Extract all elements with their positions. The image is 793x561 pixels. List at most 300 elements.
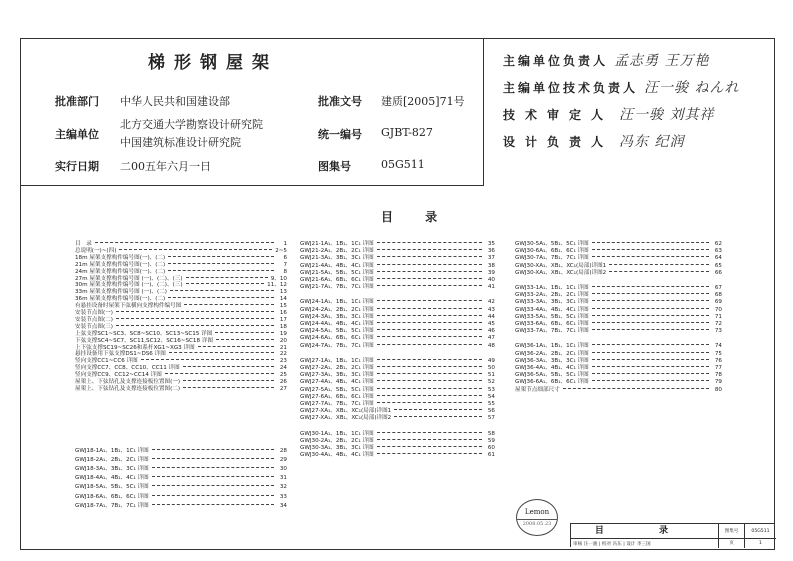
leader-dots: [141, 359, 274, 360]
leader-dots: [116, 318, 274, 319]
toc-entry: [75, 485, 287, 491]
toc-entry: [75, 387, 287, 393]
toc-entry-page: 9、10: [270, 275, 287, 282]
toc-entry-label: GWJ33-1A₁、1B₁、1C₁ 详图: [515, 285, 589, 291]
leader-dots: [377, 249, 482, 250]
effective-date: 二00五年六月一日: [120, 160, 211, 173]
toc-entry-page: 20: [279, 337, 287, 344]
toc-entry-label: GWJ36-5A₁、5B₁、5C₁ 详图: [515, 372, 589, 379]
toc-entry-page: 19: [279, 330, 287, 337]
leader-dots: [377, 432, 482, 433]
toc-entry: [515, 242, 722, 248]
toc-entry: [300, 446, 495, 452]
toc-entry-label: GWJ18-1A₁、1B₁、1C₁ 详图: [75, 448, 149, 454]
leader-dots: [609, 264, 709, 265]
toc-entry: [515, 293, 722, 299]
handwritten-signature: 冯东 纪润: [619, 134, 685, 150]
leader-dots: [377, 359, 482, 360]
toc-entry: [300, 402, 495, 408]
signature-row: [503, 104, 714, 124]
effective-label: 实行日期: [55, 160, 99, 173]
toc-entry: [75, 332, 287, 338]
leader-dots: [592, 373, 709, 374]
toc-entry-label: 上下弦支撑SC19~SC26和系杆XG1~XG3 详图: [75, 344, 195, 351]
toc-entry-page: 76: [714, 357, 722, 364]
leader-dots: [377, 380, 482, 381]
toc-entry-label: 安装节点图(三): [75, 323, 113, 330]
toc-entry-label: GWJ21-1A₁、1B₁、1C₁ 详图: [300, 241, 374, 247]
toc-entry-page: 36: [487, 248, 495, 255]
leader-dots: [377, 256, 482, 257]
toc-entry: [300, 271, 495, 277]
leader-dots: [592, 329, 709, 330]
toc-entry-label: GWJ33-5A₁、5B₁、5C₁ 详图: [515, 313, 589, 320]
toc-entry: [515, 271, 722, 277]
toc-entry: [515, 286, 722, 292]
toc-entry-page: 14: [279, 296, 287, 303]
toc-entry-page: 59: [487, 437, 495, 444]
toc-entry-page: 68: [714, 292, 722, 299]
toc-entry: [75, 504, 287, 510]
toc-entry-label: GWJ24-6A₁、6B₁、6C₁ 详图: [300, 335, 374, 342]
leader-dots: [165, 373, 274, 374]
toc-entry-label: GWJ30-XA₁、XB₁、XC₁(局部)详图1: [515, 262, 607, 269]
leader-dots: [152, 449, 274, 450]
chief-unit-2: 中国建筑标准设计研究院: [120, 136, 241, 149]
toc-entry-page: 65: [714, 262, 722, 269]
signature-row: [503, 131, 684, 151]
toc-entry-label: GWJ36-4A₁、4B₁、4C₁ 详图: [515, 365, 589, 371]
toc-entry-page: 44: [487, 313, 495, 320]
toc-entry: [300, 249, 495, 255]
leader-dots: [152, 476, 274, 477]
leader-dots: [377, 453, 482, 454]
toc-entry-page: 17: [279, 316, 287, 323]
toc-entry-page: 42: [487, 299, 495, 306]
toc-entry-page: 64: [714, 255, 722, 262]
toc-entry: [515, 322, 722, 328]
toc-entry-label: GWJ30-7A₁、7B₁、7C₁ 详图: [515, 255, 589, 262]
toc-entry-label: GWJ27-6A₁、6B₁、6C₁ 详图: [300, 393, 374, 400]
toc-entry-label: GWJ30-3A₁、3B₁、3C₁ 详图: [300, 445, 374, 451]
leader-dots: [116, 311, 274, 312]
toc-entry-label: GWJ27-XA₁、XB₁、XC₁(局部)详图1: [300, 408, 392, 415]
toc-entry-label: GWJ21-7A₁、7B₁、7C₁ 详图: [300, 284, 374, 291]
leader-dots: [168, 256, 274, 257]
leader-dots: [592, 293, 709, 294]
toc-entry-label: GWJ18-2A₁、2B₁、2C₁ 详图: [75, 457, 149, 464]
toc-entry: [300, 315, 495, 321]
handwritten-signature: 汪一骏 ねんれ: [644, 80, 740, 96]
toc-entry-label: 安装节点图(二): [75, 316, 113, 323]
toc-entry-page: 48: [487, 342, 495, 349]
toc-entry-label: GWJ24-2A₁、2B₁、2C₁ 详图: [300, 306, 374, 313]
reader-stamp: [516, 499, 558, 536]
toc-entry-page: 72: [714, 321, 722, 327]
toc-title: 目 录: [381, 210, 452, 224]
page-label: 页: [718, 539, 744, 548]
toc-entry-label: 安装节点图(一): [75, 310, 113, 316]
toc-entry: [75, 242, 287, 248]
toc-entry-page: 67: [714, 285, 722, 291]
toc-entry: [300, 322, 495, 328]
toc-entry-label: GWJ24-1A₁、1B₁、1C₁ 详图: [300, 299, 374, 306]
leader-dots: [116, 325, 274, 326]
toc-entry-label: 竖向支撑CC7、CC8、CC10、CC11 详图: [75, 365, 180, 372]
toc-entry-page: 39: [487, 269, 495, 276]
toc-entry-label: GWJ30-XA₁、XB₁、XC₁(局部)详图2: [515, 269, 607, 276]
toc-entry-page: 40: [487, 277, 495, 283]
toc-entry: [300, 359, 495, 365]
toc-entry-label: 24m 屋架支撑构件编号图(一)、(二): [75, 268, 166, 275]
leader-dots: [592, 300, 709, 301]
toc-entry-page: 73: [714, 328, 722, 335]
toc-entry-page: 53: [487, 386, 495, 393]
toc-entry-label: GWJ36-6A₁、6B₁、6C₁ 详图: [515, 379, 589, 386]
toc-entry: [75, 495, 287, 501]
toc-entry-label: 33m 屋架支撑构件编号图 (一)、(二): [75, 289, 167, 296]
toc-entry-label: 21m 屋架支撑构件编号图(一)、(二): [75, 261, 166, 268]
toc-entry-label: GWJ33-4A₁、4B₁、4C₁ 详图: [515, 306, 589, 313]
leader-dots: [377, 242, 482, 243]
leader-dots: [377, 285, 482, 286]
toc-entry: [75, 270, 287, 276]
leader-dots: [592, 308, 709, 309]
approve-dept: 中华人民共和国建设部: [120, 95, 230, 108]
toc-entry-page: 37: [487, 255, 495, 262]
toc-entry: [515, 300, 722, 306]
leader-dots: [377, 388, 482, 389]
toc-entry-page: 78: [714, 372, 722, 379]
leader-dots: [592, 359, 709, 360]
toc-entry-page: 24: [279, 365, 287, 372]
toc-entry: [75, 366, 287, 372]
toc-entry-label: GWJ33-7A₁、7B₁、7C₁ 详图: [515, 328, 589, 335]
toc-entry-page: 63: [714, 248, 722, 255]
toc-entry-page: 62: [714, 241, 722, 247]
uniform-no-label: 统一编号: [318, 128, 362, 141]
toc-entry-label: GWJ21-3A₁、3B₁、3C₁ 详图: [300, 255, 374, 262]
handwritten-signature: 汪一骏 刘其祥: [619, 107, 715, 123]
toc-entry-page: 31: [279, 475, 287, 482]
toc-entry-label: GWJ33-2A₁、2B₁、2C₁ 详图: [515, 292, 589, 299]
toc-entry-page: 45: [487, 321, 495, 327]
leader-dots: [592, 322, 709, 323]
signature-label: 主编单位技术负责人: [503, 81, 639, 95]
leader-dots: [186, 283, 265, 284]
toc-entry: [515, 373, 722, 379]
toc-entry-label: GWJ24-7A₁、7B₁、7C₁ 详图: [300, 342, 374, 349]
leader-dots: [377, 395, 482, 396]
toc-entry: [300, 432, 495, 438]
toc-entry: [300, 336, 495, 342]
toc-entry-label: 下弦支撑SC4~SC7、SC11,SC12、SC16~SC18 详图: [75, 337, 214, 344]
toc-entry-label: GWJ27-1A₁、1B₁、1C₁ 详图: [300, 357, 374, 364]
leader-dots: [377, 366, 482, 367]
leader-dots: [152, 458, 274, 459]
toc-entry: [75, 249, 287, 255]
leader-dots: [186, 277, 268, 278]
leader-dots: [377, 344, 482, 345]
leader-dots: [168, 297, 274, 298]
toc-entry-page: 7: [283, 261, 287, 268]
toc-entry: [75, 256, 287, 262]
toc-entry: [300, 300, 495, 306]
leader-dots: [592, 366, 709, 367]
leader-dots: [168, 263, 274, 264]
leader-dots: [592, 286, 709, 287]
toc-entry-label: GWJ18-6A₁、6B₁、6C₁ 详图: [75, 493, 149, 500]
leader-dots: [216, 339, 274, 340]
toc-entry-label: GWJ30-5A₁、5B₁、5C₁ 详图: [515, 241, 589, 247]
toc-entry-page: 41: [487, 284, 495, 291]
toc-entry: [300, 439, 495, 445]
toc-entry-label: GWJ27-XA₁、XB₁、XC₁(局部)详图2: [300, 415, 392, 422]
title-block-roles: 审核 汪一骏 | 校对 冯东 | 设计 李三国: [573, 541, 651, 547]
leader-dots: [169, 352, 274, 353]
toc-entry-page: 47: [487, 335, 495, 342]
signature-row: [503, 50, 709, 70]
toc-entry-label: 上弦支撑SC1~SC3、SC8~SC10、SC13~SC15 详图: [75, 330, 213, 337]
leader-dots: [152, 467, 274, 468]
toc-entry-label: GWJ21-5A₁、5B₁、5C₁ 详图: [300, 269, 374, 276]
leader-dots: [592, 315, 709, 316]
leader-dots: [119, 249, 272, 250]
toc-entry-label: 屋架上、下弦钻孔及支撑连接板位置图(一): [75, 379, 181, 385]
stamp-date: 2008.05.23: [517, 519, 557, 527]
atlas-no-label: 图集号: [718, 524, 744, 539]
toc-entry-page: 50: [487, 365, 495, 371]
toc-entry: [300, 242, 495, 248]
toc-entry-label: 屋架上、下弦钻孔及支撑连接板位置图(二): [75, 385, 181, 392]
leader-dots: [377, 336, 482, 337]
toc-entry-label: 悬挂设备用下弦支撑DS1~DS6 详图: [75, 351, 166, 358]
toc-entry: [300, 395, 495, 401]
toc-entry: [75, 458, 287, 464]
leader-dots: [592, 256, 709, 257]
toc-entry-label: GWJ24-3A₁、3B₁、3C₁ 详图: [300, 313, 374, 320]
toc-entry: [75, 311, 287, 317]
toc-entry-page: 56: [487, 408, 495, 415]
toc-entry-page: 18: [279, 323, 287, 330]
toc-entry-page: 58: [487, 430, 495, 437]
toc-entry-page: 75: [714, 350, 722, 357]
toc-entry: [300, 344, 495, 350]
toc-entry: [75, 380, 287, 386]
handwritten-signature: 孟志勇 王万艳: [614, 53, 710, 69]
leader-dots: [592, 352, 709, 353]
toc-entry-label: GWJ36-3A₁、3B₁、3C₁ 详图: [515, 357, 589, 364]
toc-entry: [300, 373, 495, 379]
toc-entry-page: 61: [487, 452, 495, 459]
toc-entry-page: 52: [487, 379, 495, 386]
toc-entry-label: GWJ27-2A₁、2B₁、2C₁ 详图: [300, 365, 374, 371]
toc-entry: [75, 318, 287, 324]
leader-dots: [215, 332, 274, 333]
toc-entry: [300, 409, 495, 415]
leader-dots: [183, 366, 274, 367]
stamp-name: Lemon: [524, 508, 550, 516]
toc-entry-page: 79: [714, 379, 722, 386]
toc-entry: [515, 359, 722, 365]
leader-dots: [95, 242, 274, 243]
toc-entry-label: 18m 屋架支撑构件编号图(一)、(二): [75, 254, 166, 261]
toc-entry-page: 13: [279, 289, 287, 296]
toc-entry-page: 21: [279, 344, 287, 351]
signature-label: 技术审定人: [503, 108, 614, 122]
toc-entry: [300, 380, 495, 386]
toc-entry-label: GWJ18-3A₁、3B₁、3C₁ 详图: [75, 466, 149, 473]
toc-entry-label: GWJ18-7A₁、7B₁、7C₁ 详图: [75, 502, 149, 509]
toc-entry-page: 6: [283, 254, 287, 261]
toc-entry: [300, 308, 495, 314]
leader-dots: [152, 504, 274, 505]
leader-dots: [183, 387, 274, 388]
signature-row: [503, 77, 739, 97]
leader-dots: [198, 346, 274, 347]
toc-entry: [515, 366, 722, 372]
toc-entry-label: GWJ30-6A₁、6B₁、6C₁ 详图: [515, 248, 589, 255]
toc-entry-label: GWJ30-4A₁、4B₁、4C₁ 详图: [300, 452, 374, 459]
toc-entry-label: GWJ24-5A₁、5B₁、5C₁ 详图: [300, 328, 374, 335]
toc-entry-page: 1: [283, 241, 287, 247]
doc-no: 建质[2005]71号: [381, 95, 465, 108]
toc-entry-page: 38: [487, 262, 495, 269]
doc-no-label: 批准文号: [318, 95, 362, 108]
leader-dots: [184, 304, 274, 305]
toc-entry-label: GWJ33-6A₁、6B₁、6C₁ 详图: [515, 321, 589, 327]
toc-entry: [75, 339, 287, 345]
uniform-no: GJBT-827: [381, 126, 433, 139]
toc-entry: [515, 380, 722, 386]
toc-entry: [515, 329, 722, 335]
toc-entry-page: 15: [279, 303, 287, 310]
toc-entry-label: GWJ36-2A₁、2B₁、2C₁ 详图: [515, 350, 589, 357]
toc-entry-label: GWJ27-7A₁、7B₁、7C₁ 详图: [300, 401, 374, 407]
toc-entry-page: 29: [279, 457, 287, 464]
leader-dots: [592, 344, 709, 345]
toc-entry: [300, 256, 495, 262]
leader-dots: [377, 439, 482, 440]
signature-label: 设计负责人: [503, 135, 614, 149]
toc-entry-page: 32: [279, 484, 287, 491]
title-block: [570, 523, 775, 547]
atlas-title: 梯形钢屋架: [148, 53, 278, 73]
toc-entry-page: 8: [283, 268, 287, 275]
toc-entry-label: GWJ30-2A₁、2B₁、2C₁ 详图: [300, 437, 374, 444]
toc-entry-page: 28: [279, 448, 287, 454]
leader-dots: [592, 380, 709, 381]
toc-entry-page: 66: [714, 269, 722, 276]
toc-entry-page: 70: [714, 306, 722, 313]
toc-entry-page: 27: [279, 385, 287, 392]
toc-entry: [75, 297, 287, 303]
leader-dots: [377, 373, 482, 374]
toc-entry-label: 竖向支撑CC1~CC6 详图: [75, 358, 138, 365]
toc-entry: [300, 278, 495, 284]
toc-entry-page: 11、12: [267, 282, 287, 289]
signature-label: 主编单位负责人: [503, 54, 609, 68]
leader-dots: [377, 300, 482, 301]
approve-dept-label: 批准部门: [55, 95, 99, 108]
leader-dots: [394, 416, 482, 417]
toc-entry: [515, 249, 722, 255]
toc-entry-page: 23: [279, 358, 287, 365]
leader-dots: [377, 322, 482, 323]
toc-entry-page: 30: [279, 466, 287, 473]
toc-entry-label: GWJ27-4A₁、4B₁、4C₁ 详图: [300, 379, 374, 386]
toc-entry: [300, 264, 495, 270]
toc-entry: [75, 467, 287, 473]
toc-entry: [75, 304, 287, 310]
toc-entry-page: 2~5: [275, 247, 287, 254]
toc-entry-page: 51: [487, 372, 495, 379]
toc-entry-label: 屋架节点细部尺寸: [515, 386, 560, 393]
toc-entry-label: GWJ18-4A₁、4B₁、4C₁ 详图: [75, 475, 149, 482]
leader-dots: [394, 409, 482, 410]
toc-entry-label: 27m 屋架支撑构件编号图 (一)、(二)、(三): [75, 275, 183, 282]
leader-dots: [563, 388, 709, 389]
toc-entry-page: 22: [279, 351, 287, 358]
toc-entry: [300, 453, 495, 459]
leader-dots: [377, 278, 482, 279]
toc-entry-page: 77: [714, 365, 722, 371]
leader-dots: [168, 270, 274, 271]
toc-entry: [515, 352, 722, 358]
leader-dots: [152, 485, 274, 486]
title-block-title: 目 录: [571, 524, 718, 539]
leader-dots: [377, 271, 482, 272]
toc-entry: [75, 373, 287, 379]
toc-entry-label: GWJ27-3A₁、3B₁、3C₁ 详图: [300, 372, 374, 379]
toc-entry-page: 25: [279, 372, 287, 379]
leader-dots: [377, 264, 482, 265]
toc-entry: [300, 366, 495, 372]
toc-entry-label: 目 录: [75, 241, 92, 247]
toc-entry-label: GWJ36-1A₁、1B₁、1C₁ 详图: [515, 343, 589, 350]
toc-entry-page: 54: [487, 393, 495, 400]
toc-entry-page: 26: [279, 379, 287, 385]
toc-entry: [75, 449, 287, 455]
atlas-no-label: 图集号: [318, 160, 351, 173]
toc-entry-label: GWJ33-3A₁、3B₁、3C₁ 详图: [515, 299, 589, 306]
toc-entry-page: 60: [487, 445, 495, 451]
chief-unit-1: 北方交通大学勘察设计研究院: [120, 118, 263, 131]
toc-entry-label: 总说明(一)~(四): [75, 247, 117, 254]
toc-entry-page: 74: [714, 343, 722, 350]
chief-unit-label: 主编单位: [55, 128, 99, 141]
toc-entry-page: 33: [279, 493, 287, 500]
leader-dots: [377, 308, 482, 309]
toc-entry: [515, 315, 722, 321]
toc-entry: [515, 256, 722, 262]
toc-entry-page: 46: [487, 328, 495, 335]
leader-dots: [152, 495, 274, 496]
toc-entry-page: 49: [487, 357, 495, 364]
toc-entry-page: 69: [714, 299, 722, 306]
toc-entry: [300, 329, 495, 335]
toc-entry-page: 80: [714, 386, 722, 393]
toc-entry-label: 30m 屋架支撑构件编号图 (一)、(二)、(三): [75, 282, 183, 289]
toc-entry: [300, 416, 495, 422]
atlas-no: 05G511: [744, 524, 776, 539]
toc-entry: [75, 476, 287, 482]
page-number: 1: [744, 539, 776, 548]
toc-entry-label: 有悬挂设备时屋架下弦横向支撑构件编号图: [75, 303, 182, 310]
toc-entry-label: 竖向支撑CC9、CC12~CC14 详图: [75, 372, 162, 379]
atlas-no: 05G511: [381, 158, 425, 171]
toc-entry: [515, 344, 722, 350]
